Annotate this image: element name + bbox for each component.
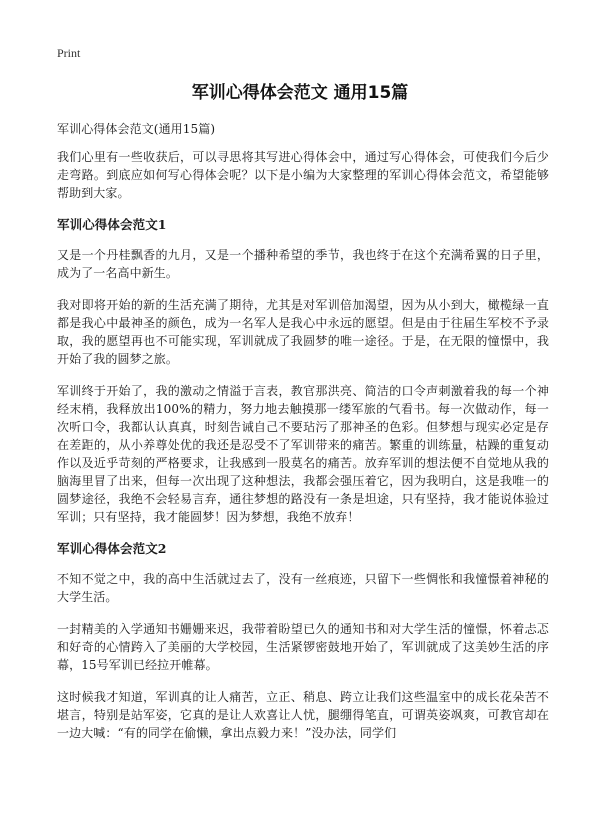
section-heading: 军训心得体会范文2: [57, 541, 167, 556]
paragraph: 一封精美的入学通知书姗姗来迟，我带着盼望已久的通知书和对大学生活的憧憬，怀着忐忑和好奇的心情跨入了美丽的大学校园，生活紧锣密鼓地开始了，军训就成了这美妙生活的序幕，15号军训已经拉开帷幕。: [57, 622, 549, 672]
paragraph: 又是一个丹桂飘香的九月，又是一个播种希望的季节，我也终于在这个充满希翼的日子里，成为了一名高中新生。: [57, 248, 549, 280]
paragraph: 我对即将开始的新的生活充满了期待，尤其是对军训倍加渴望，因为从小到大，橄榄绿一直都是我心中最神圣的颜色，成为一名军人是我心中永远的愿望。但是由于往届生军校不予录取，我的愿望再也不可能实现，军训就成了我圆梦的唯一途径。于是，在无限的憧憬中，我开始了我的圆梦之旅。: [57, 298, 549, 366]
section-heading: 军训心得体会范文1: [57, 217, 167, 232]
intro-paragraph: 我们心里有一些收获后，可以寻思将其写进心得体会中，通过写心得体会，可使我们今后少走弯路。到底应如何写心得体会呢？以下是小编为大家整理的军训心得体会范文，希望能够帮助到大家。: [57, 150, 549, 200]
print-link[interactable]: Print: [57, 46, 81, 60]
page-title: 军训心得体会范文 通用15篇: [191, 83, 409, 103]
paragraph: 这时候我才知道，军训真的让人痛苦，立正、稍息、跨立让我们这些温室中的成长花朵苦不堪言，特别是站军姿，它真的是让人欢喜让人忧，腿绷得笔直，可谓英姿飒爽，可教官却在一边大喊：“有的同学在偷懒，拿出点毅力来！”没办法，同学们: [57, 690, 549, 740]
paragraph: 军训终于开始了，我的激动之情溢于言表，教官那洪亮、简洁的口令声刺激着我的每一个神经末梢，我释放出100%的精力，努力地去触摸那一缕军旅的气看书。每一次做动作，每一次听口令，我都认认真真，时刻告诫自己不要玷污了那神圣的色彩。但梦想与现实必定是存在差距的，从小养尊处优的我还是忍受不了军训带来的痛苦。繁重的训练量，枯躁的重复动作以及近乎苛刻的严格要求，让我感到一股莫名的痛苦。放弃军训的想法便不自觉地从我的脑海里冒了出来，但每一次出现了这种想法，我都会强压着它，因为我明白，这是我唯一的圆梦途径，我绝不会轻易言弃，通往梦想的路没有一条是坦途，只有坚持，我才能说体验过军训；只有坚持，我才能圆梦！因为梦想，我绝不放弃！: [57, 384, 549, 524]
paragraph: 不知不觉之中，我的高中生活就过去了，没有一丝痕迹，只留下一些惆怅和我憧憬着神秘的大学生活。: [57, 572, 549, 604]
article-subtitle: 军训心得体会范文(通用15篇): [57, 122, 216, 136]
article-body: [57, 120, 549, 756]
